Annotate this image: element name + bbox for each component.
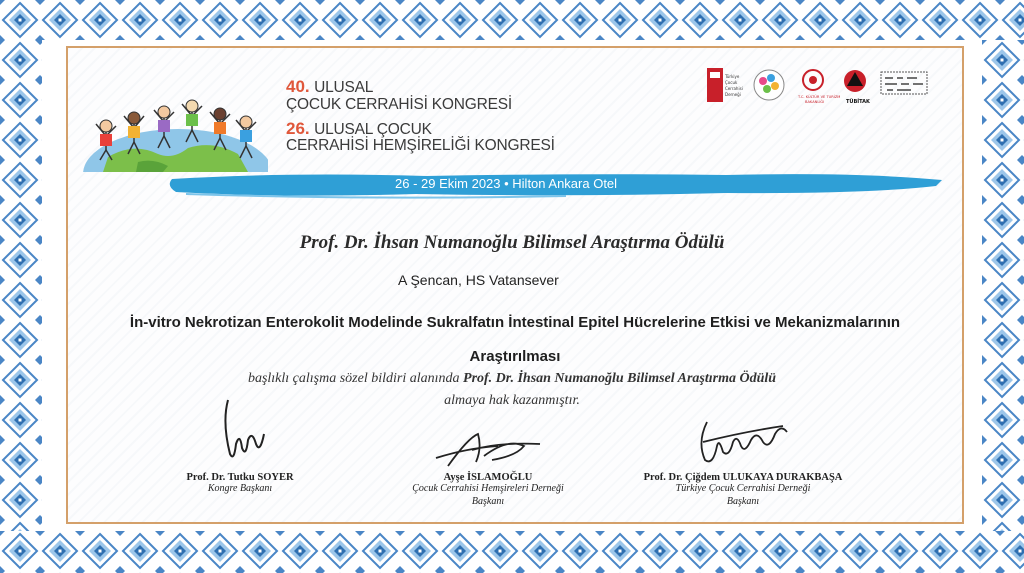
bottom-kilim-border	[0, 531, 1024, 573]
svg-text:Derneği: Derneği	[725, 92, 741, 97]
congress-title	[286, 78, 555, 155]
left-kilim-border	[0, 40, 42, 531]
award-title: Prof. Dr. İhsan Numanoğlu Bilimsel Araştırma Ödülü	[299, 232, 725, 253]
svg-text:TÜBİTAK: TÜBİTAK	[846, 99, 870, 105]
svg-text:Cerrahisi: Cerrahisi	[725, 86, 743, 91]
congress-line-3: ULUSAL ÇOCUK	[314, 120, 432, 138]
date-venue: 26 - 29 Ekim 2023 • Hilton Ankara Otel	[395, 176, 618, 191]
signature-block-3	[628, 412, 858, 508]
signer-1-role: Kongre Başkanı	[207, 483, 273, 494]
svg-text:Türkiye: Türkiye	[725, 74, 740, 79]
tccd-logo	[707, 68, 743, 102]
top-kilim-border	[0, 0, 1024, 40]
paper-title-line-2: Araştırılması	[469, 348, 561, 365]
signer-2-role: Çocuk Cerrahisi Hemşireleri Derneği	[412, 483, 564, 494]
signer-3-name: Prof. Dr. Çiğdem ULUKAYA DURAKBAŞA	[643, 472, 843, 483]
description-prefix: başlıklı çalışma sözel bildiri alanında	[247, 371, 460, 386]
authors: A Şencan, HS Vatansever	[398, 272, 559, 288]
signer-2-role-title: Başkanı	[471, 495, 505, 507]
signer-2-name: Ayşe İSLAMOĞLU	[443, 472, 533, 483]
signature-2	[428, 428, 548, 472]
signature-1	[200, 392, 280, 472]
signature-3	[683, 412, 803, 472]
ministry-culture-tourism-logo	[797, 70, 840, 104]
description-suffix: almaya hak kazanmıştır.	[444, 393, 580, 408]
signer-3-role: Türkiye Çocuk Cerrahisi Derneği	[675, 483, 811, 494]
congress-number-2: 26.	[286, 118, 310, 138]
congress-number-1: 40.	[286, 77, 310, 96]
signer-3-role-title: Başkanı	[726, 495, 760, 507]
congress-line-2: ÇOCUK CERRAHİSİ KONGRESİ	[286, 95, 513, 113]
congress-line-1: ULUSAL	[314, 79, 374, 96]
kids-globe-illustration	[78, 62, 268, 172]
svg-text:T.C. KÜLTÜR VE TURİZM: T.C. KÜLTÜR VE TURİZM	[798, 95, 841, 99]
signature-block-1	[150, 392, 330, 496]
tubitak-logo	[844, 70, 871, 105]
sponsor-logos	[705, 64, 945, 108]
svg-text:BAKANLIĞI: BAKANLIĞI	[805, 100, 825, 104]
right-kilim-border	[982, 40, 1024, 531]
congress-line-4: CERRAHİSİ HEMŞİRELİĞİ KONGRESİ	[286, 137, 555, 155]
svg-text:Çocuk: Çocuk	[725, 80, 738, 85]
paper-title-line-1: İn-vitro Nekrotizan Enterokolit Modelinde Sukralfatın İntestinal Epitel Hücrelerine Etkisi ve Mekanizmalarının	[129, 314, 901, 331]
signature-block-2	[388, 428, 588, 508]
paper-title	[70, 306, 960, 374]
description-award-name: Prof. Dr. İhsan Numanoğlu Bilimsel Araştırma Ödülü	[463, 371, 777, 386]
nurses-association-logo	[754, 70, 784, 100]
signer-1-name: Prof. Dr. Tutku SOYER	[186, 472, 294, 483]
award-description	[0, 371, 1024, 387]
stamp-logo	[881, 72, 927, 94]
